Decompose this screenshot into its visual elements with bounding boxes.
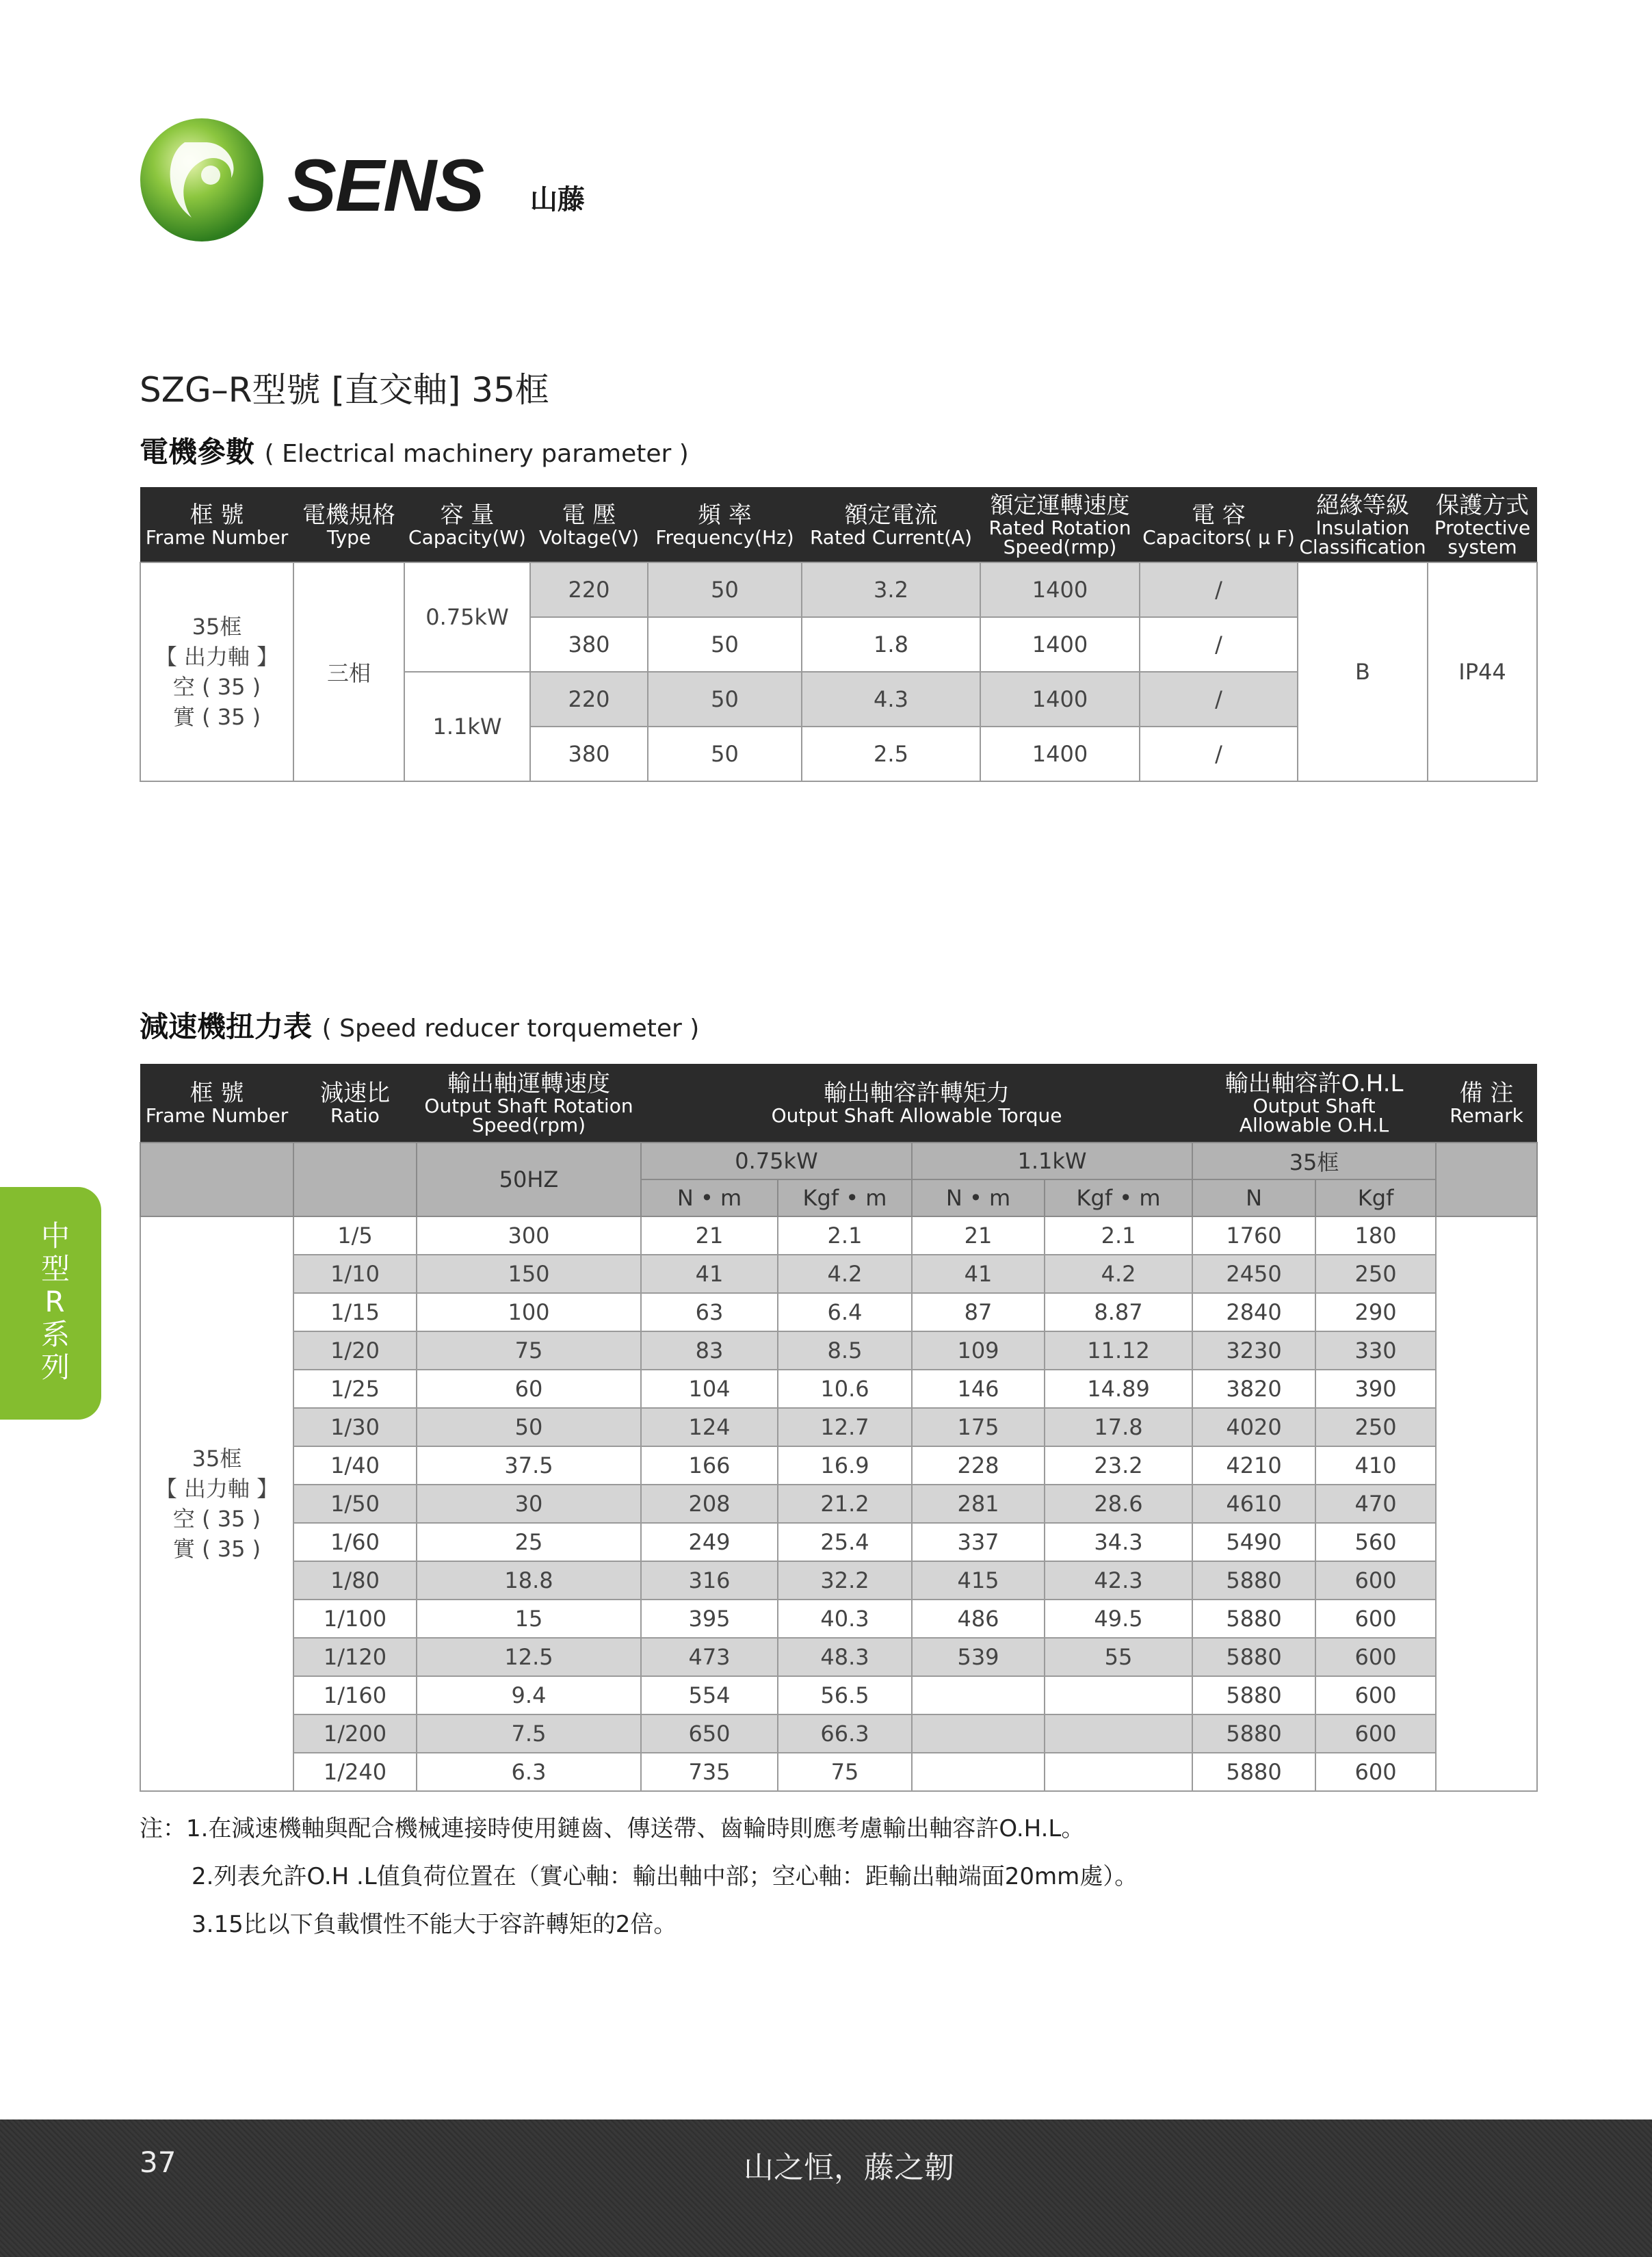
table-cell: 124: [641, 1408, 778, 1446]
table-cell: 5880: [1192, 1638, 1315, 1676]
table-cell: 5880: [1192, 1714, 1315, 1753]
logo-globe-icon: [137, 115, 267, 245]
table-cell: [1045, 1753, 1192, 1791]
electrical-heading-en: ( Electrical machinery parameter ): [264, 440, 689, 468]
table-cell: 5880: [1192, 1753, 1315, 1791]
table-row: [140, 1331, 1537, 1370]
col-current: 額定電流 Rated Current(A): [802, 487, 980, 562]
notes: [140, 1805, 1138, 1948]
table-cell: 473: [641, 1638, 778, 1676]
table-cell: 415: [912, 1561, 1045, 1600]
table-cell: 4.2: [1045, 1255, 1192, 1293]
table-cell: 330: [1315, 1331, 1436, 1370]
torque-heading-cn: 減速機扭力表: [140, 1010, 313, 1043]
table-cell: 1/80: [293, 1561, 417, 1600]
table-cell: 49.5: [1045, 1600, 1192, 1638]
table-cell: 2840: [1192, 1293, 1315, 1331]
capacity-cell: 0.75kW: [404, 562, 530, 672]
table-cell: 5490: [1192, 1523, 1315, 1561]
table-row: 380 50 2.5 1400 /: [140, 727, 1537, 781]
torque-heading: [140, 1004, 699, 1045]
table-cell: 208: [641, 1485, 778, 1523]
capacity-cell: 1.1kW: [404, 672, 530, 781]
footer: [0, 2119, 1652, 2257]
table-cell: 42.3: [1045, 1561, 1192, 1600]
table-cell: 15: [417, 1600, 641, 1638]
torque-header-row: [140, 1064, 1537, 1143]
table-cell: 600: [1315, 1600, 1436, 1638]
table-cell: 228: [912, 1446, 1045, 1485]
table-row: [140, 1446, 1537, 1485]
table-cell: 50: [417, 1408, 641, 1446]
table-cell: 410: [1315, 1446, 1436, 1485]
table-cell: 735: [641, 1753, 778, 1791]
table-cell: 55: [1045, 1638, 1192, 1676]
hz-label: 50HZ: [417, 1143, 641, 1216]
table-cell: 5880: [1192, 1561, 1315, 1600]
col-type: 電機規格 Type: [293, 487, 404, 562]
table-cell: 37.5: [417, 1446, 641, 1485]
table-cell: 63: [641, 1293, 778, 1331]
table-cell: 2.1: [1045, 1216, 1192, 1255]
table-cell: 600: [1315, 1714, 1436, 1753]
type-cell: 三相: [293, 562, 404, 781]
table-cell: 60: [417, 1370, 641, 1408]
table-cell: 3230: [1192, 1331, 1315, 1370]
table-cell: 316: [641, 1561, 778, 1600]
col-frame: 框 號 Frame Number: [140, 1064, 293, 1143]
frame-cell: 35框 【 出力軸 】 空 ( 35 ) 實 ( 35 ): [140, 562, 293, 781]
col-output-speed: 輸出軸運轉速度 Output Shaft Rotation Speed(rpm): [417, 1064, 641, 1143]
table-row: [140, 1485, 1537, 1523]
table-cell: 21: [912, 1216, 1045, 1255]
note-1: 注：1.在減速機軸與配合機械連接時使用鏈齒、傳送帶、齒輪時則應考慮輸出軸容許O.H.L。: [140, 1815, 1085, 1842]
table-cell: 290: [1315, 1293, 1436, 1331]
table-row: [140, 1676, 1537, 1714]
table-cell: 14.89: [1045, 1370, 1192, 1408]
electrical-header-row: [140, 487, 1537, 562]
col-insulation: 絕緣等級 Insulation Classification: [1298, 487, 1428, 562]
table-cell: 1/50: [293, 1485, 417, 1523]
col-protection: 保護方式 Protective system: [1428, 487, 1537, 562]
table-row: 35框 【 出力軸 】 空 ( 35 ) 實 ( 35 ) 三相 0.75kW 220 50 3.2 1400 / B IP44: [140, 562, 1537, 617]
table-cell: 1/10: [293, 1255, 417, 1293]
col-voltage: 電 壓 Voltage(V): [530, 487, 648, 562]
col-frequency: 頻 率 Frequency(Hz): [648, 487, 802, 562]
kw2-label: 1.1kW: [912, 1143, 1192, 1179]
table-cell: 5880: [1192, 1600, 1315, 1638]
table-cell: 32.2: [778, 1561, 912, 1600]
table-cell: 100: [417, 1293, 641, 1331]
protection-cell: IP44: [1428, 562, 1537, 781]
table-cell: 104: [641, 1370, 778, 1408]
side-tab-series: [0, 1187, 101, 1420]
table-cell: 11.12: [1045, 1331, 1192, 1370]
table-cell: 395: [641, 1600, 778, 1638]
torque-body: [140, 1216, 1537, 1791]
table-cell: 9.4: [417, 1676, 641, 1714]
page-title: SZG–R型號 [直交軸] 35框: [140, 370, 549, 410]
table-cell: 650: [641, 1714, 778, 1753]
table-cell: 390: [1315, 1370, 1436, 1408]
table-row: [140, 1561, 1537, 1600]
table-cell: 1/120: [293, 1638, 417, 1676]
table-cell: 83: [641, 1331, 778, 1370]
col-ratio: 減速比 Ratio: [293, 1064, 417, 1143]
table-cell: 600: [1315, 1638, 1436, 1676]
table-cell: 146: [912, 1370, 1045, 1408]
table-cell: 1/60: [293, 1523, 417, 1561]
table-cell: 1/25: [293, 1370, 417, 1408]
electrical-heading: [140, 430, 689, 471]
table-cell: 1760: [1192, 1216, 1315, 1255]
table-cell: 4610: [1192, 1485, 1315, 1523]
col-allowable-torque: 輸出軸容許轉矩力 Output Shaft Allowable Torque: [641, 1064, 1192, 1143]
table-cell: 486: [912, 1600, 1045, 1638]
table-cell: 4020: [1192, 1408, 1315, 1446]
insulation-cell: B: [1298, 562, 1428, 781]
table-cell: 1/200: [293, 1714, 417, 1753]
table-row: [140, 1638, 1537, 1676]
table-cell: 18.8: [417, 1561, 641, 1600]
table-cell: 12.7: [778, 1408, 912, 1446]
table-cell: 17.8: [1045, 1408, 1192, 1446]
table-cell: 150: [417, 1255, 641, 1293]
table-cell: 166: [641, 1446, 778, 1485]
table-cell: [912, 1714, 1045, 1753]
table-cell: 7.5: [417, 1714, 641, 1753]
table-cell: 28.6: [1045, 1485, 1192, 1523]
remark-cell: [1436, 1216, 1537, 1791]
table-cell: 337: [912, 1523, 1045, 1561]
table-row: [140, 1600, 1537, 1638]
torque-subheader-row: [140, 1143, 1537, 1179]
table-cell: 21.2: [778, 1485, 912, 1523]
table-cell: 23.2: [1045, 1446, 1192, 1485]
side-tab-label: 中型R系列: [41, 1219, 70, 1384]
table-row: [140, 1753, 1537, 1791]
col-ohl: 輸出軸容許O.H.L Output Shaft Allowable O.H.L: [1192, 1064, 1436, 1143]
brand-logo: [137, 115, 616, 245]
table-cell: 281: [912, 1485, 1045, 1523]
kw1-label: 0.75kW: [641, 1143, 912, 1179]
table-cell: 250: [1315, 1255, 1436, 1293]
table-cell: 600: [1315, 1676, 1436, 1714]
table-cell: 1/240: [293, 1753, 417, 1791]
table-row: 380 50 1.8 1400 /: [140, 617, 1537, 672]
table-cell: 75: [778, 1753, 912, 1791]
table-cell: 180: [1315, 1216, 1436, 1255]
table-cell: 16.9: [778, 1446, 912, 1485]
col-speed: 額定運轉速度 Rated Rotation Speed(rmp): [980, 487, 1140, 562]
table-cell: 1/5: [293, 1216, 417, 1255]
table-cell: 5880: [1192, 1676, 1315, 1714]
table-cell: 1/30: [293, 1408, 417, 1446]
table-cell: 600: [1315, 1561, 1436, 1600]
col-remark: 備 注 Remark: [1436, 1064, 1537, 1143]
table-cell: 41: [641, 1255, 778, 1293]
table-cell: 1/20: [293, 1331, 417, 1370]
table-cell: 300: [417, 1216, 641, 1255]
torque-table: [140, 1064, 1538, 1792]
table-cell: 4.2: [778, 1255, 912, 1293]
table-cell: 109: [912, 1331, 1045, 1370]
table-cell: 34.3: [1045, 1523, 1192, 1561]
note-3: 3.15比以下負載慣性不能大于容許轉矩的2倍。: [192, 1911, 677, 1938]
table-cell: 6.4: [778, 1293, 912, 1331]
table-cell: [912, 1753, 1045, 1791]
table-cell: 10.6: [778, 1370, 912, 1408]
table-cell: [1045, 1676, 1192, 1714]
table-cell: 250: [1315, 1408, 1436, 1446]
table-row: [140, 1293, 1537, 1331]
note-2: 2.列表允許O.H .L值負荷位置在（實心軸：輸出軸中部；空心軸：距輸出軸端面20mm處）。: [192, 1863, 1138, 1890]
table-row: [140, 1216, 1537, 1255]
table-cell: 30: [417, 1485, 641, 1523]
col-capacitor: 電 容 Capacitors( μ F): [1140, 487, 1298, 562]
table-cell: 56.5: [778, 1676, 912, 1714]
table-cell: [1045, 1714, 1192, 1753]
table-cell: 8.87: [1045, 1293, 1192, 1331]
table-cell: 87: [912, 1293, 1045, 1331]
table-cell: 25: [417, 1523, 641, 1561]
logo-chinese: 山藤: [530, 184, 585, 216]
table-cell: [912, 1676, 1045, 1714]
table-row: [140, 1408, 1537, 1446]
table-cell: 1/15: [293, 1293, 417, 1331]
table-cell: 1/40: [293, 1446, 417, 1485]
table-cell: 470: [1315, 1485, 1436, 1523]
torque-heading-en: ( Speed reducer torquemeter ): [322, 1015, 700, 1043]
col-frame: 框 號 Frame Number: [140, 487, 293, 562]
table-row: [140, 1714, 1537, 1753]
table-cell: 1/100: [293, 1600, 417, 1638]
table-cell: 2450: [1192, 1255, 1315, 1293]
page-number: 37: [140, 2145, 176, 2179]
table-cell: 1/160: [293, 1676, 417, 1714]
table-cell: 8.5: [778, 1331, 912, 1370]
frame35-label: 35框: [1192, 1143, 1436, 1179]
table-cell: 25.4: [778, 1523, 912, 1561]
table-cell: 249: [641, 1523, 778, 1561]
torque-unit-row: N • m Kgf • m N • m Kgf • m N Kgf: [140, 1179, 1537, 1216]
table-cell: 6.3: [417, 1753, 641, 1791]
table-cell: 40.3: [778, 1600, 912, 1638]
logo-wordmark: SENS: [287, 144, 484, 226]
table-cell: 41: [912, 1255, 1045, 1293]
table-cell: 12.5: [417, 1638, 641, 1676]
table-cell: 600: [1315, 1753, 1436, 1791]
table-row: 1.1kW 220 50 4.3 1400 /: [140, 672, 1537, 727]
electrical-table: [140, 487, 1538, 782]
table-cell: 175: [912, 1408, 1045, 1446]
col-capacity: 容 量 Capacity(W): [404, 487, 530, 562]
table-cell: 3820: [1192, 1370, 1315, 1408]
table-cell: 4210: [1192, 1446, 1315, 1485]
table-cell: 75: [417, 1331, 641, 1370]
table-cell: 66.3: [778, 1714, 912, 1753]
table-row: [140, 1255, 1537, 1293]
footer-slogan: 山之恒，藤之韌: [744, 2150, 954, 2185]
table-cell: 2.1: [778, 1216, 912, 1255]
electrical-heading-cn: 電機參數: [140, 435, 255, 469]
table-cell: 48.3: [778, 1638, 912, 1676]
table-cell: 554: [641, 1676, 778, 1714]
table-cell: 560: [1315, 1523, 1436, 1561]
table-cell: 21: [641, 1216, 778, 1255]
table-row: [140, 1523, 1537, 1561]
table-cell: 539: [912, 1638, 1045, 1676]
frame-cell: 35框 【 出力軸 】 空 ( 35 ) 實 ( 35 ): [140, 1216, 293, 1791]
table-row: [140, 1370, 1537, 1408]
